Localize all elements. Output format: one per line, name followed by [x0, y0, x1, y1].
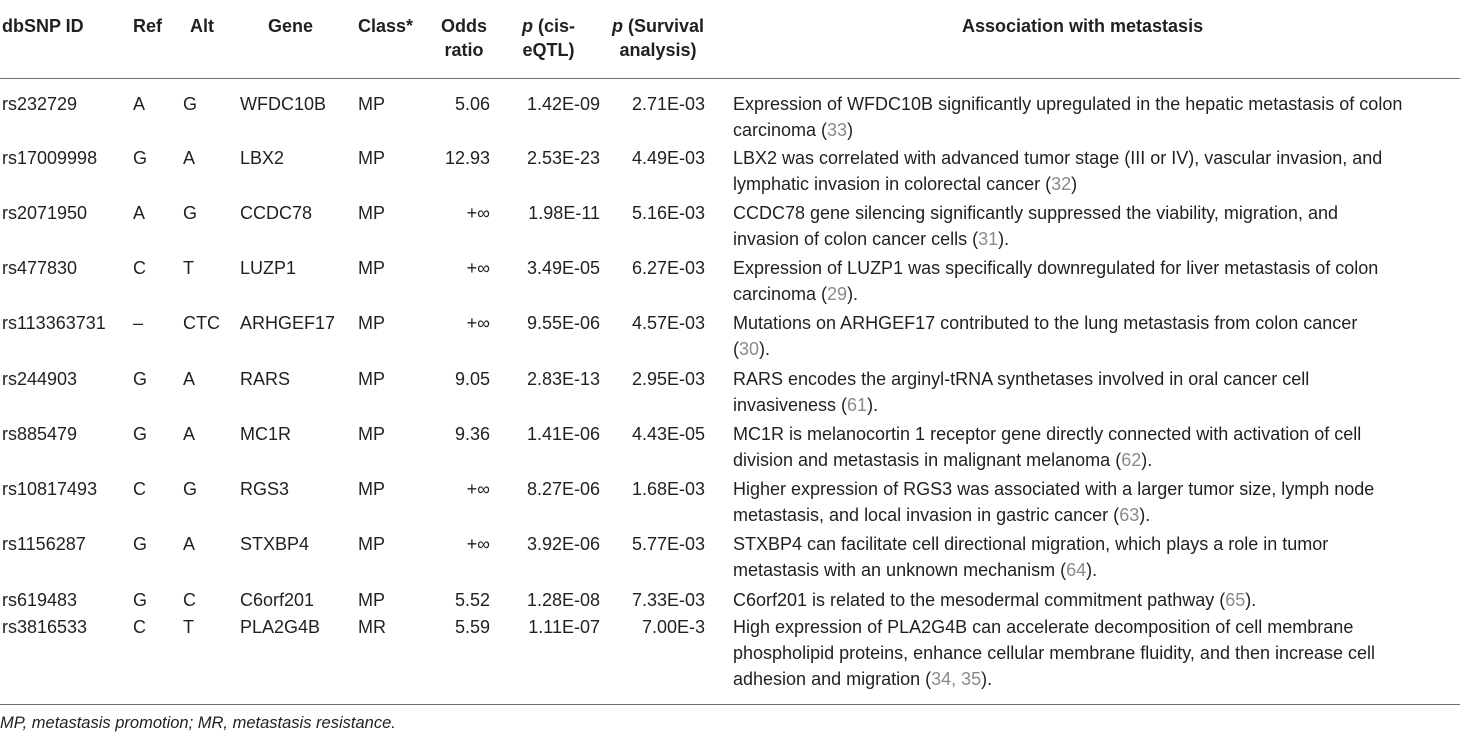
association-line [733, 310, 1453, 336]
cell-association [733, 145, 1453, 197]
header-odds-line2: ratio [444, 40, 484, 60]
association-line [733, 145, 1453, 171]
association-text: invasiveness ( [733, 395, 848, 415]
association-line [733, 421, 1453, 447]
association-line [733, 336, 1453, 362]
cell-association [733, 255, 1453, 307]
association-text: RARS encodes the arginyl-tRNA synthetases involved in oral cancer cell [733, 369, 1310, 389]
association-text: metastasis with an unknown mechanism ( [733, 560, 1067, 580]
cell-p-survival: 7.33E-03 [631, 590, 705, 610]
association-text: STXBP4 can facilitate cell directional migration, which plays a role in tumor [733, 534, 1329, 554]
cell-dbsnp-id: rs10817493 [2, 479, 98, 499]
reference-link: 62 [1121, 450, 1142, 470]
association-text: ) [847, 120, 854, 140]
header-class: Class* [358, 16, 414, 36]
reference-link: 61 [847, 395, 868, 415]
cell-gene: LUZP1 [240, 258, 297, 278]
cell-alt: CTC [183, 313, 220, 333]
reference-link: 64 [1066, 560, 1087, 580]
cell-dbsnp-id: rs885479 [2, 424, 78, 444]
cell-dbsnp-id: rs1156287 [2, 534, 86, 554]
association-text: CCDC78 gene silencing significantly suppressed the viability, migration, and [733, 203, 1338, 223]
association-text: C6orf201 is related to the mesodermal commitment pathway ( [733, 590, 1226, 610]
association-line [733, 587, 1453, 613]
header-dbsnp-id: dbSNP ID [2, 16, 84, 36]
cell-p-cis-eqtl: 9.55E-06 [526, 313, 600, 333]
association-text: Higher expression of RGS3 was associated with a larger tumor size, lymph node [733, 479, 1375, 499]
header-pcis-line2: eQTL) [522, 40, 575, 60]
cell-association [733, 310, 1453, 362]
cell-association [733, 531, 1453, 583]
cell-dbsnp-id: rs232729 [2, 94, 78, 114]
association-text: High expression of PLA2G4B can accelerate decomposition of cell membrane [733, 617, 1354, 637]
cell-gene: PLA2G4B [240, 617, 321, 637]
cell-gene: WFDC10B [240, 94, 327, 114]
cell-ref: G [133, 590, 148, 610]
association-line [733, 447, 1453, 473]
reference-link: 33 [827, 120, 848, 140]
association-text: ). [1245, 590, 1257, 610]
cell-class: MP [358, 94, 385, 114]
cell-p-survival: 4.57E-03 [631, 313, 705, 333]
cell-p-survival: 4.49E-03 [631, 148, 705, 168]
cell-class: MP [358, 203, 385, 223]
cell-class: MP [358, 313, 385, 333]
association-line [733, 392, 1453, 418]
association-line [733, 614, 1453, 640]
cell-p-cis-eqtl: 2.83E-13 [526, 369, 600, 389]
cell-class: MR [358, 617, 386, 637]
cell-class: MP [358, 258, 385, 278]
cell-alt: C [183, 590, 196, 610]
cell-odds-ratio: +∞ [466, 313, 490, 333]
cell-odds-ratio: 9.05 [454, 369, 490, 389]
cell-class: MP [358, 479, 385, 499]
cell-dbsnp-id: rs244903 [2, 369, 78, 389]
cell-ref: G [133, 424, 148, 444]
association-line [733, 91, 1453, 117]
cell-p-cis-eqtl: 2.53E-23 [526, 148, 600, 168]
association-line [733, 476, 1453, 502]
association-text: ). [1139, 505, 1151, 525]
cell-p-survival: 5.77E-03 [631, 534, 705, 554]
association-text: ) [1071, 174, 1078, 194]
cell-gene: CCDC78 [240, 203, 313, 223]
reference-link: 65 [1225, 590, 1246, 610]
cell-p-cis-eqtl: 3.49E-05 [526, 258, 600, 278]
cell-alt: A [183, 148, 196, 168]
association-text: carcinoma ( [733, 120, 828, 140]
cell-ref: – [133, 313, 144, 333]
cell-odds-ratio: 5.06 [454, 94, 490, 114]
association-line [733, 557, 1453, 583]
cell-ref: A [133, 94, 146, 114]
cell-p-survival: 1.68E-03 [631, 479, 705, 499]
cell-ref: A [133, 203, 146, 223]
association-text: ). [1141, 450, 1153, 470]
cell-p-cis-eqtl: 1.28E-08 [526, 590, 600, 610]
cell-gene: C6orf201 [240, 590, 315, 610]
cell-odds-ratio: 9.36 [454, 424, 490, 444]
cell-association [733, 366, 1453, 418]
association-text: ). [847, 284, 859, 304]
cell-alt: G [183, 479, 198, 499]
cell-gene: MC1R [240, 424, 292, 444]
association-text: ). [981, 669, 993, 689]
cell-gene: ARHGEF17 [240, 313, 336, 333]
header-association: Association with metastasis [962, 16, 1204, 36]
cell-association [733, 476, 1453, 528]
cell-alt: G [183, 94, 198, 114]
cell-association [733, 614, 1453, 692]
association-text: carcinoma ( [733, 284, 828, 304]
reference-link: 63 [1119, 505, 1140, 525]
association-line [733, 226, 1453, 252]
cell-dbsnp-id: rs17009998 [2, 148, 98, 168]
cell-alt: T [183, 258, 194, 278]
cell-class: MP [358, 369, 385, 389]
cell-ref: C [133, 617, 146, 637]
cell-gene: STXBP4 [240, 534, 310, 554]
association-text: ). [998, 229, 1010, 249]
cell-odds-ratio: +∞ [466, 534, 490, 554]
cell-dbsnp-id: rs113363731 [2, 313, 106, 333]
association-text: ). [759, 339, 771, 359]
association-text: ( [733, 339, 739, 359]
cell-odds-ratio: +∞ [466, 203, 490, 223]
cell-association [733, 200, 1453, 252]
cell-dbsnp-id: rs3816533 [2, 617, 88, 637]
cell-association [733, 421, 1453, 473]
cell-alt: G [183, 203, 198, 223]
header-psurv-line1: (Survival [623, 16, 705, 36]
header-p-cis-eqtl [522, 14, 575, 62]
cell-ref: G [133, 534, 148, 554]
cell-p-cis-eqtl: 1.11E-07 [528, 617, 600, 637]
cell-p-cis-eqtl: 1.98E-11 [528, 203, 600, 223]
association-text: LBX2 was correlated with advanced tumor stage (III or IV), vascular invasion, and [733, 148, 1383, 168]
cell-p-cis-eqtl: 1.42E-09 [526, 94, 600, 114]
header-alt: Alt [190, 16, 214, 36]
table-bottom-divider [0, 704, 1460, 705]
reference-link: 34, 35 [931, 669, 982, 689]
header-gene: Gene [268, 16, 314, 36]
association-text: Expression of LUZP1 was specifically downregulated for liver metastasis of colon [733, 258, 1379, 278]
cell-class: MP [358, 534, 385, 554]
header-ref: Ref [133, 16, 163, 36]
reference-link: 31 [978, 229, 999, 249]
association-text: Mutations on ARHGEF17 contributed to the lung metastasis from colon cancer [733, 313, 1358, 333]
association-text: lymphatic invasion in colorectal cancer ( [733, 174, 1052, 194]
cell-p-cis-eqtl: 1.41E-06 [526, 424, 600, 444]
cell-odds-ratio: 5.59 [454, 617, 490, 637]
cell-alt: A [183, 369, 196, 389]
cell-dbsnp-id: rs477830 [2, 258, 78, 278]
association-text: invasion of colon cancer cells ( [733, 229, 979, 249]
cell-class: MP [358, 424, 385, 444]
cell-alt: A [183, 534, 196, 554]
cell-gene: LBX2 [240, 148, 285, 168]
reference-link: 29 [827, 284, 848, 304]
association-text: division and metastasis in malignant melanoma ( [733, 450, 1122, 470]
cell-ref: C [133, 258, 146, 278]
cell-ref: G [133, 148, 148, 168]
header-divider [0, 78, 1460, 79]
reference-link: 30 [739, 339, 760, 359]
cell-alt: T [183, 617, 194, 637]
cell-p-cis-eqtl: 3.92E-06 [526, 534, 600, 554]
cell-odds-ratio: +∞ [466, 479, 490, 499]
cell-p-cis-eqtl: 8.27E-06 [526, 479, 600, 499]
cell-odds-ratio: +∞ [466, 258, 490, 278]
header-psurv-line2: analysis) [619, 40, 697, 60]
header-odds-ratio [441, 14, 487, 62]
association-line [733, 200, 1453, 226]
header-pcis-line1: (cis- [533, 16, 576, 36]
cell-p-survival: 5.16E-03 [631, 203, 705, 223]
cell-dbsnp-id: rs619483 [2, 590, 78, 610]
cell-alt: A [183, 424, 196, 444]
association-text: MC1R is melanocortin 1 receptor gene directly connected with activation of cell [733, 424, 1362, 444]
association-text: ). [1086, 560, 1098, 580]
header-p-survival [612, 14, 704, 62]
association-text: adhesion and migration ( [733, 669, 932, 689]
association-line [733, 666, 1453, 692]
cell-class: MP [358, 590, 385, 610]
cell-dbsnp-id: rs2071950 [2, 203, 88, 223]
header-odds-line1: Odds [441, 16, 488, 36]
association-line [733, 502, 1453, 528]
cell-p-survival: 4.43E-05 [631, 424, 705, 444]
association-text: Expression of WFDC10B significantly upregulated in the hepatic metastasis of colon [733, 94, 1403, 114]
cell-odds-ratio: 5.52 [454, 590, 490, 610]
association-line [733, 255, 1453, 281]
reference-link: 32 [1051, 174, 1072, 194]
cell-p-survival: 6.27E-03 [631, 258, 705, 278]
association-line [733, 366, 1453, 392]
header-psurv-p: p [612, 16, 623, 36]
cell-p-survival: 7.00E-3 [641, 617, 705, 637]
cell-ref: C [133, 479, 146, 499]
cell-gene: RGS3 [240, 479, 290, 499]
cell-association [733, 91, 1453, 143]
association-line [733, 531, 1453, 557]
cell-class: MP [358, 148, 385, 168]
association-text: phospholipid proteins, enhance cellular membrane fluidity, and then increase cell [733, 643, 1376, 663]
association-text: ). [867, 395, 879, 415]
cell-ref: G [133, 369, 148, 389]
header-pcis-p: p [522, 16, 533, 36]
cell-p-survival: 2.95E-03 [631, 369, 705, 389]
association-text: metastasis, and local invasion in gastric cancer ( [733, 505, 1120, 525]
table-footnote: MP, metastasis promotion; MR, metastasis resistance. [0, 714, 396, 732]
cell-odds-ratio: 12.93 [444, 148, 490, 168]
association-line [733, 117, 1453, 143]
cell-gene: RARS [240, 369, 291, 389]
cell-association [733, 587, 1453, 613]
association-line [733, 281, 1453, 307]
association-line [733, 640, 1453, 666]
association-line [733, 171, 1453, 197]
cell-p-survival: 2.71E-03 [631, 94, 705, 114]
